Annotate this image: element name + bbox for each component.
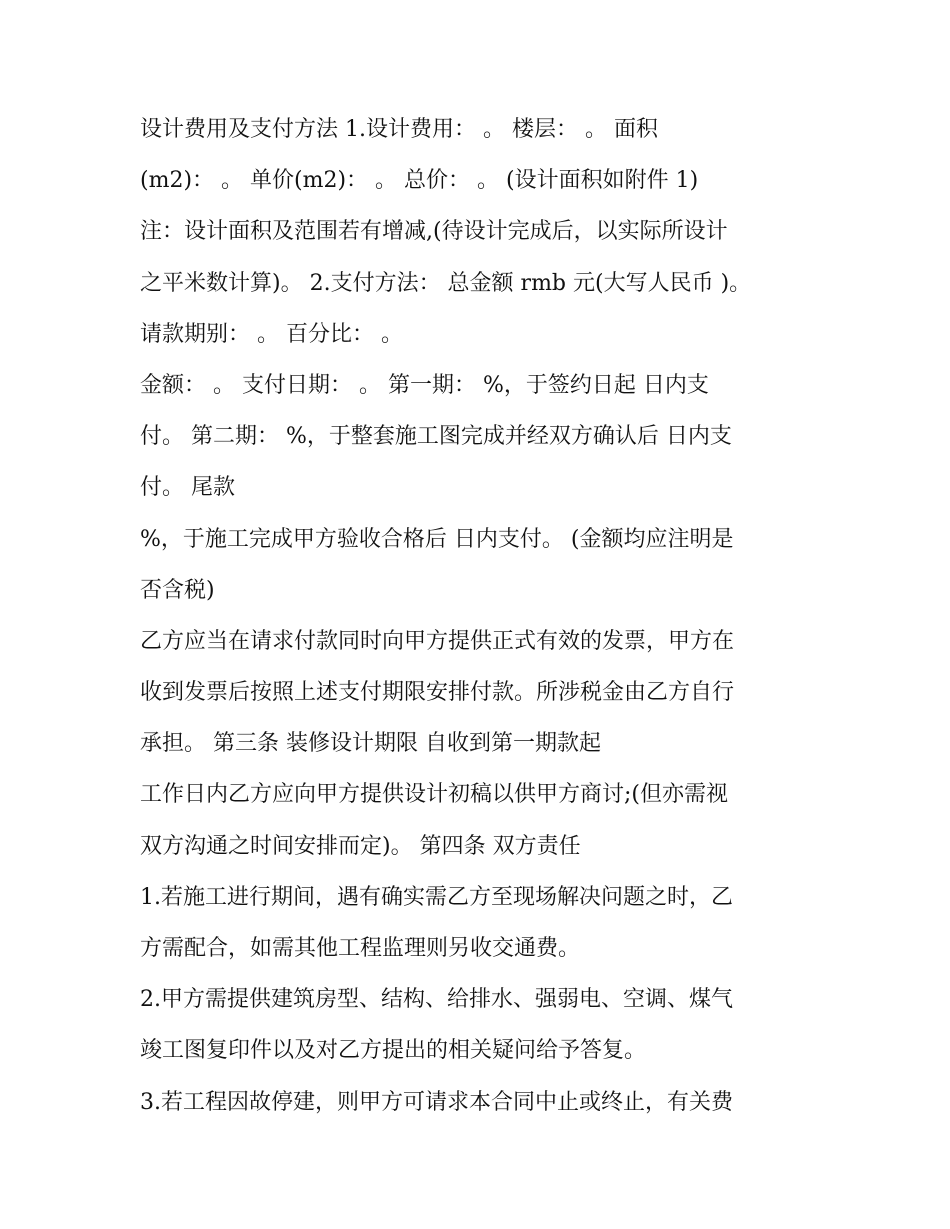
text-line: %，于施工完成甲方验收合格后 日内支付。 (金额均应注明是 — [140, 526, 734, 552]
text-line: 付。 第二期： %，于整套施工图完成并经双方确认后 日内支 — [140, 424, 732, 450]
text-line: 金额： 。 支付日期： 。 第一期： %，于签约日起 日内支 — [140, 372, 709, 398]
text-line: 方需配合，如需其他工程监理则另收交通费。 — [140, 936, 581, 961]
text-line: (m2)： 。 单价(m2)： 。 总价： 。 (设计面积如附件 1) — [140, 168, 699, 194]
text-line: 付。 尾款 — [140, 475, 235, 501]
text-line: 双方沟通之时间安排而定)。 第四条 双方责任 — [140, 833, 581, 859]
text-line: 1.若施工进行期间，遇有确实需乙方至现场解决问题之时，乙 — [140, 884, 733, 910]
text-line: 请款期别： 。 百分比： 。 — [140, 321, 403, 347]
text-line: 3.若工程因故停建，则甲方可请求本合同中止或终止，有关费 — [140, 1089, 733, 1115]
text-line: 乙方应当在请求付款同时向甲方提供正式有效的发票，甲方在 — [140, 628, 735, 654]
text-line: 收到发票后按照上述支付期限安排付款。所涉税金由乙方自行 — [140, 680, 735, 706]
text-line: 否含税) — [140, 577, 215, 603]
text-line: 之平米数计算)。 2.支付方法： 总金额 rmb 元(大写人民币 )。 — [140, 270, 752, 296]
text-line: 承担。 第三条 装修设计期限 自收到第一期款起 — [140, 731, 601, 757]
contract-text — [140, 108, 820, 1132]
text-line: 工作日内乙方应向甲方提供设计初稿以供甲方商讨;(但亦需视 — [140, 782, 728, 808]
text-line: 设计费用及支付方法 1.设计费用： 。 楼层： 。 面积 — [140, 117, 658, 142]
text-line: 2.甲方需提供建筑房型、结构、给排水、强弱电、空调、煤气 — [140, 987, 733, 1013]
text-line: 竣工图复印件以及对乙方提出的相关疑问给予答复。 — [140, 1038, 647, 1064]
text-line: 注：设计面积及范围若有增减,(待设计完成后，以实际所设计 — [140, 219, 728, 245]
